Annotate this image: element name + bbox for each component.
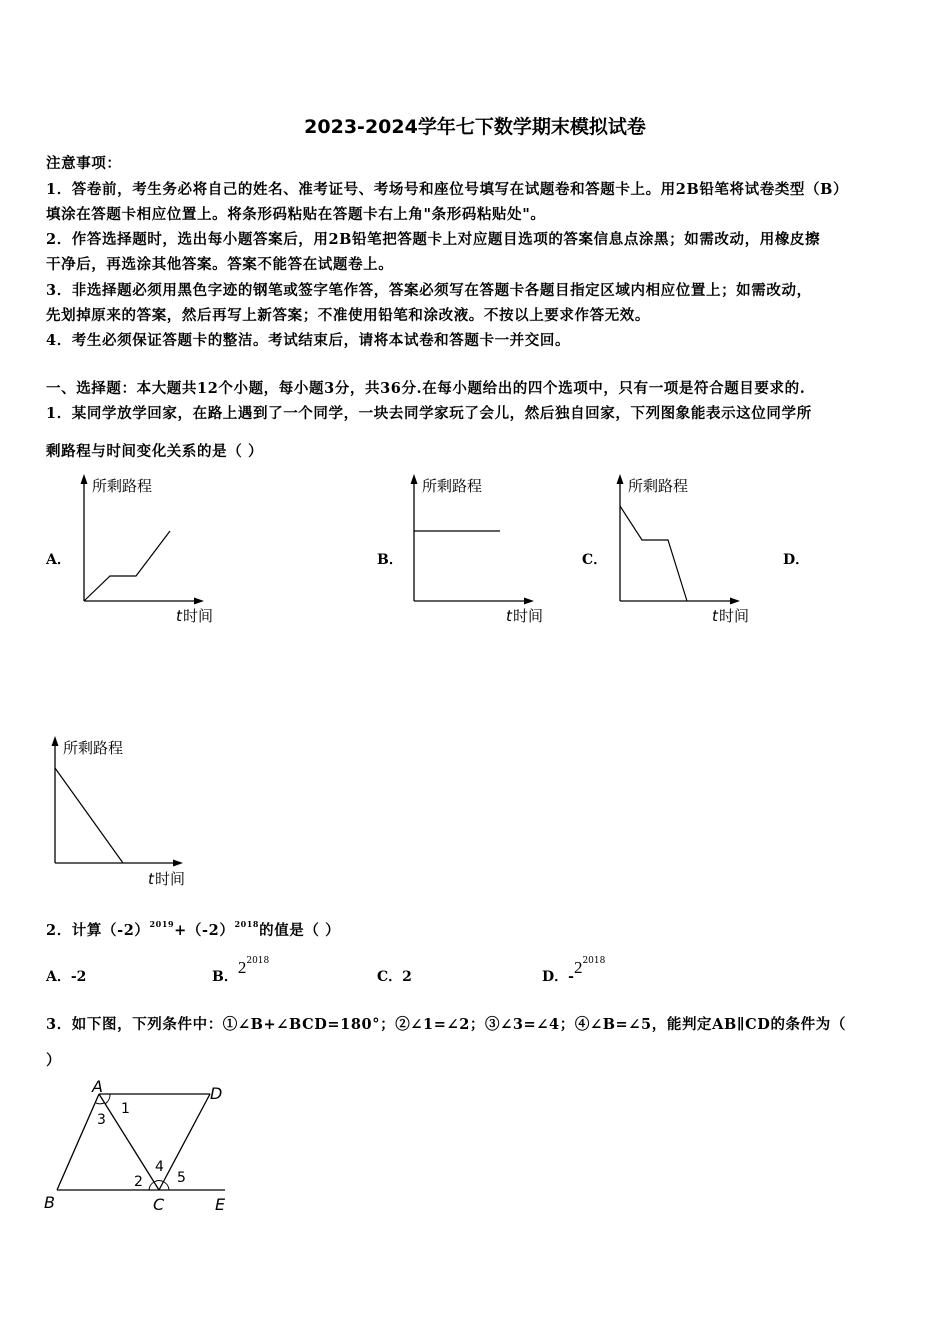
label-e: E	[215, 1195, 226, 1214]
x-axis-label: 时间	[719, 607, 750, 625]
notice-line: 4．考生必须保证答题卡的整洁。考试结束后，请将本试卷和答题卡一并交回。	[46, 332, 571, 349]
q2-suffix: 的值是（ ）	[259, 922, 341, 939]
label-c: C	[153, 1195, 165, 1214]
q2-option-d	[542, 956, 606, 985]
q1-text: 1．某同学放学回家，在路上遇到了一个同学，一块去同学家玩了会儿，然后独自回家，下列图象能表示这位同学所	[46, 405, 812, 422]
notice-line: 先划掉原来的答案，然后再写上新答案；不准使用铅笔和涂改液。不按以上要求作答无效。	[46, 307, 650, 324]
x-axis-label: 时间	[513, 607, 544, 625]
q2-exp2: 2018	[234, 919, 260, 929]
y-axis-label: 所剩路程	[628, 477, 689, 495]
q2-option-a-value: -2	[70, 969, 87, 985]
q2-option-b-exp: 2018	[246, 956, 270, 966]
x-axis-var: t	[506, 607, 512, 625]
graph-b	[400, 470, 560, 630]
y-axis-label: 所剩路程	[92, 477, 153, 495]
q1-option-a-label: A．	[46, 552, 71, 568]
q2-option-c-label: C．	[377, 969, 403, 985]
q3-text: ）	[46, 1052, 62, 1069]
q2-option-b-label: B．	[212, 969, 238, 985]
q2-option-c	[377, 966, 412, 986]
q2-prefix: 2．计算（-2）	[46, 922, 150, 939]
x-axis-var: t	[712, 607, 718, 625]
arc-1	[105, 1094, 110, 1104]
q1-text: 剩路程与时间变化关系的是（ ）	[46, 443, 264, 460]
graph-c	[606, 470, 766, 630]
label-angle-3: 3	[97, 1112, 106, 1128]
notice-line: 2．作答选择题时，选出每小题答案后，用2B铅笔把答题卡上对应题目选项的答案信息点涂黑；如需改动，用橡皮擦	[46, 231, 821, 248]
q2-option-a	[46, 966, 86, 986]
graph-a-curve	[84, 531, 170, 601]
graph-d	[41, 732, 201, 892]
y-axis-label: 所剩路程	[422, 477, 483, 495]
q2-option-d-sign: -	[568, 969, 574, 985]
graph-c-curve	[620, 506, 687, 601]
notice-line: 填涂在答题卡相应位置上。将条形码粘贴在答题卡右上角"条形码粘贴处"。	[46, 206, 546, 223]
label-angle-4: 4	[155, 1159, 164, 1175]
q1-option-d-label: D．	[783, 552, 810, 568]
label-angle-1: 1	[121, 1101, 130, 1117]
page-title: 2023-2024学年七下数学期末模拟试卷	[304, 116, 646, 138]
x-axis-label: 时间	[183, 607, 214, 625]
q1-option-b-label: B．	[377, 552, 403, 568]
arc-2	[149, 1182, 154, 1190]
label-angle-2: 2	[134, 1174, 143, 1190]
graph-a	[70, 470, 230, 630]
graph-d-curve	[55, 768, 123, 863]
q2-option-d-label: D．	[542, 969, 569, 985]
notice-line: 1．答卷前，考生务必将自己的姓名、准考证号、考场号和座位号填写在试题卷和答题卡上。用2B铅笔将试卷类型（B）	[46, 181, 849, 198]
arc-4	[154, 1181, 164, 1182]
q2-option-d-base: 2	[573, 958, 583, 977]
q2-exp1: 2019	[149, 919, 175, 929]
segment-ab	[57, 1094, 99, 1190]
q2-text	[46, 919, 340, 940]
q2-middle: +（-2）	[174, 922, 235, 939]
q2-option-d-exp: 2018	[582, 956, 606, 966]
notice-line: 干净后，再选涂其他答案。答案不能答在试题卷上。	[46, 256, 394, 273]
q3-figure	[40, 1072, 240, 1220]
q3-text: 3．如下图，下列条件中：①∠B+∠BCD=180°；②∠1=∠2；③∠3=∠4；④∠B=∠5，能判定AB∥CD的条件为（	[46, 1016, 846, 1033]
x-axis-var: t	[148, 870, 154, 888]
arc-3	[96, 1103, 104, 1104]
q2-option-a-label: A．	[46, 969, 71, 985]
q1-option-c-label: C．	[582, 552, 608, 568]
notice-heading: 注意事项：	[46, 155, 122, 172]
x-axis-var: t	[176, 607, 182, 625]
label-a: A	[92, 1077, 103, 1096]
label-d: D	[210, 1084, 223, 1103]
arc-5	[164, 1182, 169, 1190]
y-axis-label: 所剩路程	[63, 739, 124, 757]
q2-option-b-base: 2	[237, 958, 247, 977]
notice-line: 3．非选择题必须用黑色字迹的钢笔或签字笔作答，答案必须写在答题卡各题目指定区域内相应位置上；如需改动，	[46, 282, 812, 299]
section-heading: 一、选择题：本大题共12个小题，每小题3分，共36分.在每小题给出的四个选项中，只有一项是符合题目要求的.	[46, 380, 806, 397]
label-angle-5: 5	[177, 1170, 186, 1186]
x-axis-label: 时间	[155, 870, 186, 888]
label-b: B	[44, 1193, 55, 1212]
q2-option-c-value: 2	[402, 969, 412, 985]
q2-option-b	[212, 956, 270, 985]
